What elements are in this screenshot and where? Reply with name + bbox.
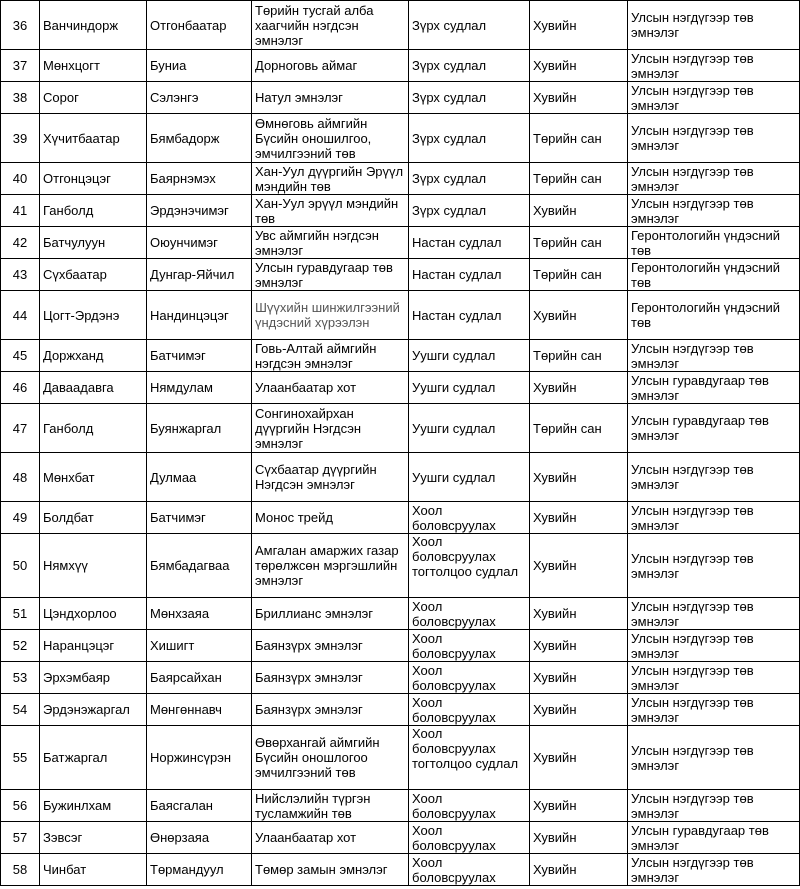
parent-name: Баярсайхан: [147, 662, 252, 694]
first-name: Болдбат: [40, 502, 147, 534]
table-row: [1, 259, 800, 291]
table-row: [1, 340, 800, 372]
first-name: Эрдэнэжаргал: [40, 694, 147, 726]
specialty: Хоол боловсруулах: [409, 854, 530, 886]
funding-source: Хувийн: [530, 372, 628, 404]
parent-name: Хишигт: [147, 630, 252, 662]
funding-source: Хувийн: [530, 662, 628, 694]
specialty: Хоол боловсруулах: [409, 630, 530, 662]
organization: Говь-Алтай аймгийн нэгдсэн эмнэлэг: [252, 340, 409, 372]
specialty: Настан судлал: [409, 291, 530, 340]
first-name: Цогт-Эрдэнэ: [40, 291, 147, 340]
first-name: Доржханд: [40, 340, 147, 372]
parent-name: Норжинсүрэн: [147, 726, 252, 790]
training-center: Улсын нэгдүгээр төв эмнэлэг: [628, 726, 800, 790]
funding-source: Хувийн: [530, 1, 628, 50]
organization: Баянзүрх эмнэлэг: [252, 630, 409, 662]
table-row: [1, 502, 800, 534]
organization: Монос трейд: [252, 502, 409, 534]
training-center: Улсын нэгдүгээр төв эмнэлэг: [628, 694, 800, 726]
parent-name: Баясгалан: [147, 790, 252, 822]
specialty: Зүрх судлал: [409, 1, 530, 50]
parent-name: Баярнэмэх: [147, 163, 252, 195]
specialty: Уушги судлал: [409, 340, 530, 372]
row-number: 54: [1, 694, 40, 726]
parent-name: Бямбадагваа: [147, 534, 252, 598]
funding-source: Хувийн: [530, 630, 628, 662]
row-number: 47: [1, 404, 40, 453]
row-number: 43: [1, 259, 40, 291]
organization: Өмнөговь аймгийн Бүсийн оношилгоо, эмчилгээний төв: [252, 114, 409, 163]
row-number: 48: [1, 453, 40, 502]
table-row: [1, 1, 800, 50]
training-center: Улсын нэгдүгээр төв эмнэлэг: [628, 453, 800, 502]
funding-source: Хувийн: [530, 694, 628, 726]
funding-source: Төрийн сан: [530, 227, 628, 259]
table-row: [1, 790, 800, 822]
training-center: Улсын нэгдүгээр төв эмнэлэг: [628, 790, 800, 822]
specialty: Хоол боловсруулах: [409, 822, 530, 854]
training-center: Улсын нэгдүгээр төв эмнэлэг: [628, 50, 800, 82]
first-name: Отгонцэцэг: [40, 163, 147, 195]
funding-source: Хувийн: [530, 50, 628, 82]
parent-name: Буянжаргал: [147, 404, 252, 453]
specialty: Хоол боловсруулах: [409, 662, 530, 694]
funding-source: Төрийн сан: [530, 404, 628, 453]
organization: Улаанбаатар хот: [252, 822, 409, 854]
table-row: [1, 662, 800, 694]
organization: Баянзүрх эмнэлэг: [252, 662, 409, 694]
funding-source: Хувийн: [530, 195, 628, 227]
organization: Өвөрхангай аймгийн Бүсийн оношлогоо эмчилгээний төв: [252, 726, 409, 790]
table-row: [1, 227, 800, 259]
funding-source: Хувийн: [530, 534, 628, 598]
organization: Улсын гуравдугаар төв эмнэлэг: [252, 259, 409, 291]
row-number: 56: [1, 790, 40, 822]
table-row: [1, 404, 800, 453]
organization: Улаанбаатар хот: [252, 372, 409, 404]
organization: Натул эмнэлэг: [252, 82, 409, 114]
funding-source: Хувийн: [530, 502, 628, 534]
funding-source: Хувийн: [530, 82, 628, 114]
training-center: Улсын нэгдүгээр төв эмнэлэг: [628, 662, 800, 694]
row-number: 46: [1, 372, 40, 404]
training-center: Улсын нэгдүгээр төв эмнэлэг: [628, 534, 800, 598]
training-center: Улсын нэгдүгээр төв эмнэлэг: [628, 114, 800, 163]
funding-source: Төрийн сан: [530, 259, 628, 291]
specialty: Уушги судлал: [409, 404, 530, 453]
specialty: Зүрх судлал: [409, 195, 530, 227]
row-number: 42: [1, 227, 40, 259]
first-name: Эрхэмбаяр: [40, 662, 147, 694]
first-name: Ганболд: [40, 195, 147, 227]
first-name: Зэвсэг: [40, 822, 147, 854]
training-center: Улсын нэгдүгээр төв эмнэлэг: [628, 502, 800, 534]
row-number: 51: [1, 598, 40, 630]
row-number: 44: [1, 291, 40, 340]
organization: Төмөр замын эмнэлэг: [252, 854, 409, 886]
specialty: Хоол боловсруулах: [409, 598, 530, 630]
training-center: Улсын нэгдүгээр төв эмнэлэг: [628, 163, 800, 195]
training-center: Улсын нэгдүгээр төв эмнэлэг: [628, 598, 800, 630]
specialty: Зүрх судлал: [409, 50, 530, 82]
training-center: Улсын нэгдүгээр төв эмнэлэг: [628, 854, 800, 886]
specialty: Зүрх судлал: [409, 82, 530, 114]
table-row: [1, 50, 800, 82]
parent-name: Бямбадорж: [147, 114, 252, 163]
first-name: Ганболд: [40, 404, 147, 453]
specialty: Настан судлал: [409, 259, 530, 291]
training-center: Геронтологийн үндэсний төв: [628, 259, 800, 291]
parent-name: Сэлэнгэ: [147, 82, 252, 114]
first-name: Мөнхцогт: [40, 50, 147, 82]
specialty: Зүрх судлал: [409, 163, 530, 195]
parent-name: Батчимэг: [147, 502, 252, 534]
row-number: 45: [1, 340, 40, 372]
table-row: [1, 453, 800, 502]
first-name: Батжаргал: [40, 726, 147, 790]
table-row: [1, 82, 800, 114]
training-center: Улсын гуравдугаар төв эмнэлэг: [628, 372, 800, 404]
first-name: Хүчитбаатар: [40, 114, 147, 163]
table-row: [1, 854, 800, 886]
row-number: 57: [1, 822, 40, 854]
table-row: [1, 534, 800, 598]
specialty: Зүрх судлал: [409, 114, 530, 163]
training-center: Улсын нэгдүгээр төв эмнэлэг: [628, 82, 800, 114]
funding-source: Төрийн сан: [530, 114, 628, 163]
table-row: [1, 822, 800, 854]
organization: Дорноговь аймаг: [252, 50, 409, 82]
organization: Сүхбаатар дүүргийн Нэгдсэн эмнэлэг: [252, 453, 409, 502]
organization: Төрийн тусгай алба хаагчийн нэгдсэн эмнэлэг: [252, 1, 409, 50]
table-row: [1, 372, 800, 404]
training-center: Геронтологийн үндэсний төв: [628, 291, 800, 340]
row-number: 52: [1, 630, 40, 662]
parent-name: Эрдэнэчимэг: [147, 195, 252, 227]
organization: Шүүхийн шинжилгээний үндэсний хүрээлэн: [252, 291, 409, 340]
table-row: [1, 114, 800, 163]
parent-name: Мөнгөннавч: [147, 694, 252, 726]
specialty: Хоол боловсруулах: [409, 790, 530, 822]
parent-name: Дулмаа: [147, 453, 252, 502]
funding-source: Хувийн: [530, 822, 628, 854]
row-number: 50: [1, 534, 40, 598]
parent-name: Нандинцэцэг: [147, 291, 252, 340]
row-number: 49: [1, 502, 40, 534]
parent-name: Дунгар-Яйчил: [147, 259, 252, 291]
organization: Нийслэлийн түргэн тусламжийн төв: [252, 790, 409, 822]
parent-name: Батчимэг: [147, 340, 252, 372]
table-row: [1, 163, 800, 195]
training-center: Улсын нэгдүгээр төв эмнэлэг: [628, 630, 800, 662]
first-name: Даваадавга: [40, 372, 147, 404]
first-name: Ванчиндорж: [40, 1, 147, 50]
training-center: Улсын нэгдүгээр төв эмнэлэг: [628, 1, 800, 50]
specialty: Хоол боловсруулах: [409, 694, 530, 726]
row-number: 38: [1, 82, 40, 114]
training-center: Улсын нэгдүгээр төв эмнэлэг: [628, 340, 800, 372]
first-name: Чинбат: [40, 854, 147, 886]
specialty: Хоол боловсруулах тогтолцоо судлал: [409, 534, 530, 598]
row-number: 37: [1, 50, 40, 82]
specialty: Хоол боловсруулах: [409, 502, 530, 534]
organization: Бриллианс эмнэлэг: [252, 598, 409, 630]
first-name: Цэндхорлоо: [40, 598, 147, 630]
row-number: 36: [1, 1, 40, 50]
first-name: Сүхбаатар: [40, 259, 147, 291]
funding-source: Төрийн сан: [530, 163, 628, 195]
training-center: Геронтологийн үндэсний төв: [628, 227, 800, 259]
organization: Хан-Уул дүүргийн Эрүүл мэндийн төв: [252, 163, 409, 195]
training-center: Улсын гуравдугаар төв эмнэлэг: [628, 822, 800, 854]
first-name: Сорог: [40, 82, 147, 114]
first-name: Наранцэцэг: [40, 630, 147, 662]
parent-name: Оюунчимэг: [147, 227, 252, 259]
table-row: [1, 195, 800, 227]
table-row: [1, 630, 800, 662]
parent-name: Нямдулам: [147, 372, 252, 404]
organization: Сонгинохайрхан дүүргийн Нэгдсэн эмнэлэг: [252, 404, 409, 453]
row-number: 53: [1, 662, 40, 694]
row-number: 41: [1, 195, 40, 227]
specialty: Хоол боловсруулах тогтолцоо судлал: [409, 726, 530, 790]
specialty: Уушги судлал: [409, 453, 530, 502]
row-number: 55: [1, 726, 40, 790]
specialty: Настан судлал: [409, 227, 530, 259]
parent-name: Мөнхзаяа: [147, 598, 252, 630]
parent-name: Өнөрзаяа: [147, 822, 252, 854]
parent-name: Буниа: [147, 50, 252, 82]
training-center: Улсын гуравдугаар төв эмнэлэг: [628, 404, 800, 453]
funding-source: Хувийн: [530, 598, 628, 630]
first-name: Мөнхбат: [40, 453, 147, 502]
row-number: 58: [1, 854, 40, 886]
parent-name: Төрмандуул: [147, 854, 252, 886]
row-number: 40: [1, 163, 40, 195]
organization: Баянзүрх эмнэлэг: [252, 694, 409, 726]
table-row: [1, 694, 800, 726]
funding-source: Хувийн: [530, 726, 628, 790]
training-center: Улсын нэгдүгээр төв эмнэлэг: [628, 195, 800, 227]
parent-name: Отгонбаатар: [147, 1, 252, 50]
first-name: Батчулуун: [40, 227, 147, 259]
organization: Увс аймгийн нэгдсэн эмнэлэг: [252, 227, 409, 259]
funding-source: Хувийн: [530, 453, 628, 502]
table-row: [1, 726, 800, 790]
organization: Хан-Уул эрүүл мэндийн төв: [252, 195, 409, 227]
organization: Амгалан амаржих газар төрөлжсөн мэргэшлийн эмнэлэг: [252, 534, 409, 598]
funding-source: Хувийн: [530, 790, 628, 822]
first-name: Бужинлхам: [40, 790, 147, 822]
funding-source: Төрийн сан: [530, 340, 628, 372]
first-name: Нямхүү: [40, 534, 147, 598]
specialty: Уушги судлал: [409, 372, 530, 404]
table-row: [1, 598, 800, 630]
row-number: 39: [1, 114, 40, 163]
table-row: [1, 291, 800, 340]
funding-source: Хувийн: [530, 854, 628, 886]
funding-source: Хувийн: [530, 291, 628, 340]
